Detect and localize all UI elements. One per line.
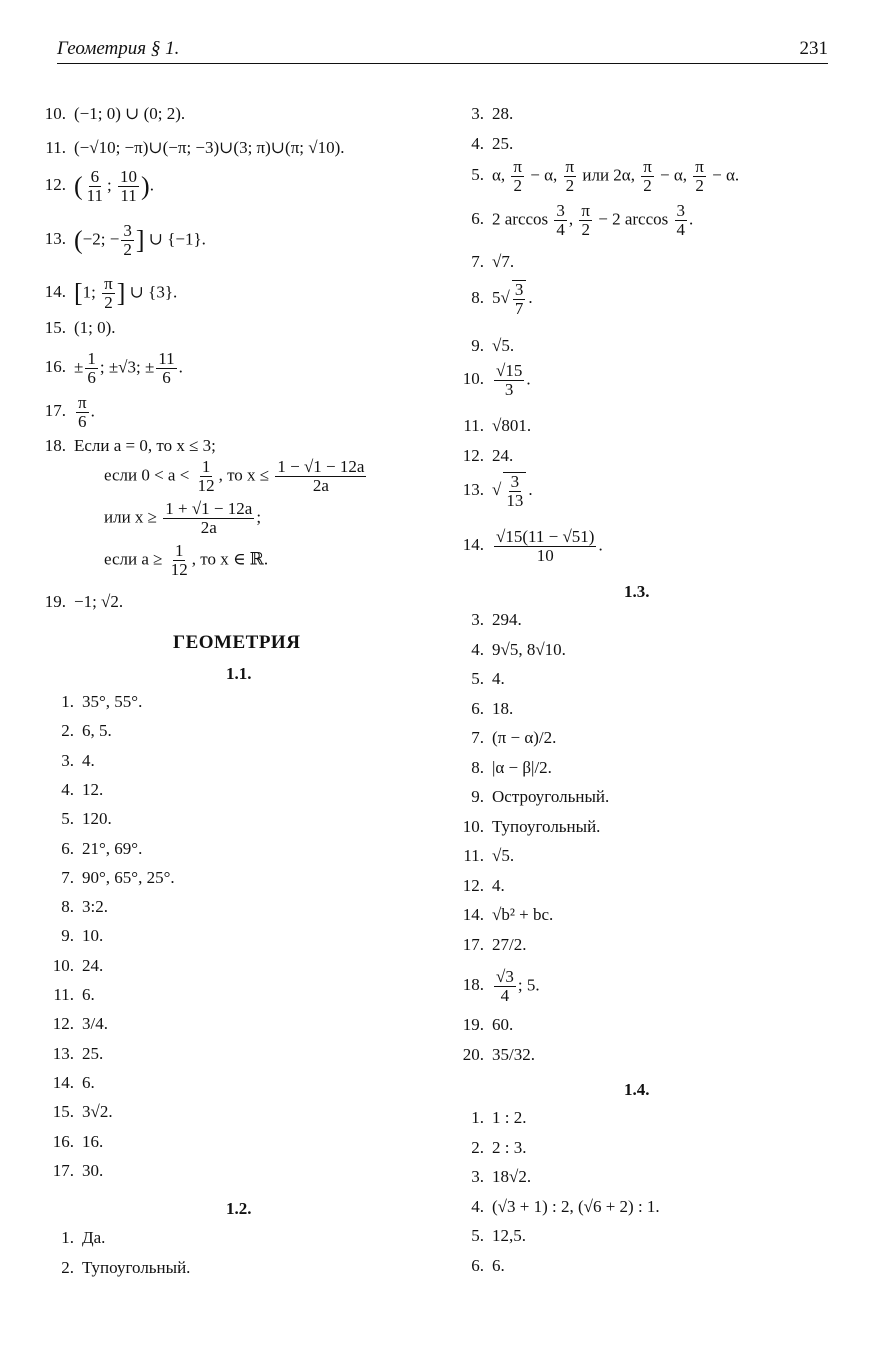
item-number: 19.	[44, 592, 66, 611]
answer-item	[448, 1226, 526, 1246]
fraction: $\frac{1}{6}$	[87, 349, 96, 387]
item-text: √5.	[492, 846, 515, 865]
item-number: 17.	[462, 934, 484, 954]
item-text: 6.	[82, 1072, 95, 1092]
item-text: 6.	[82, 985, 95, 1004]
fraction: $\frac{\pi}{2}$	[565, 157, 575, 195]
item-number: 14.	[52, 1072, 74, 1092]
item-number: 11.	[45, 138, 66, 157]
item-number: 6.	[471, 698, 484, 718]
item-text: 18√2.	[492, 1167, 532, 1186]
fraction: $\frac{\pi}{6}$	[78, 393, 87, 431]
answer-item: 14. [1; $\frac{\pi}{2}$ ] ∪ {3}.	[30, 275, 177, 312]
answer-item: 16. ± $\frac{1}{6}$ ; ±√3; ± $\frac{11}{6}$ .	[30, 350, 183, 387]
answer-item: 13. √ $\frac{3}{13}$ .	[462, 472, 533, 510]
answer-item	[38, 1161, 103, 1181]
fraction: $\frac{3}{4}$	[676, 201, 686, 239]
item-number: 10.	[462, 816, 484, 836]
item-text: 4.	[492, 875, 505, 895]
item-number: 18.	[44, 436, 66, 455]
answer-item	[38, 1014, 108, 1034]
answer-item	[448, 905, 553, 925]
item-number: 6.	[61, 838, 74, 858]
item-number: 15.	[44, 318, 66, 337]
fraction: $\frac{3}{13}$	[503, 472, 526, 510]
answer-item: 5. α, $\frac{\pi}{2}$ − α, $\frac{\pi}{2}$ или 2α, $\frac{\pi}{2}$ − α, $\frac{\pi}{2}$ − α.	[471, 157, 740, 195]
item-number: 4.	[471, 1196, 484, 1216]
answer-item	[38, 780, 103, 800]
item-number: 13.	[44, 229, 66, 249]
answer-item	[38, 1044, 103, 1064]
item-number: 6.	[471, 1255, 484, 1275]
item-text: 3:2.	[82, 897, 108, 917]
item-number: 4.	[61, 779, 74, 799]
answer-item: 19. 60.	[462, 1015, 514, 1034]
fraction: $\frac{√15}{3}$	[496, 361, 523, 399]
item-number: 7.	[471, 728, 484, 747]
item-text: 12,5.	[492, 1226, 526, 1245]
subsection-1-3-title: 1.3.	[624, 582, 650, 601]
item-text: Остроугольный.	[492, 787, 610, 806]
item-text: 27/2.	[492, 934, 527, 954]
item-text: 25.	[82, 1043, 104, 1063]
subsection-1-4-title: 1.4.	[624, 1080, 650, 1099]
answer-item-18: 18. Если a = 0, то x ≤ 3;	[30, 436, 216, 456]
answer-item	[448, 1167, 531, 1187]
fraction: $\frac{6}{11}$	[86, 167, 104, 205]
item-text: 120.	[82, 809, 112, 829]
answer-item: 11. √801.	[463, 416, 532, 435]
running-header-title: Геометрия § 1.	[57, 38, 180, 59]
answer-item: 12. 24.	[462, 446, 514, 465]
item-text: 2 : 3.	[492, 1137, 527, 1157]
answer-item: 8. 5√ $\frac{3}{7}$ .	[471, 280, 533, 318]
item-text: 35°, 55°.	[82, 692, 143, 711]
item-number: 13.	[52, 1043, 74, 1063]
answer-item: 12. ( $\frac{6}{11}$ ; $\frac{10}{11}$ ).	[30, 168, 154, 205]
item-text: 24.	[82, 955, 104, 975]
item-18-line: если 0 < a < $\frac{1}{12}$ , то x ≤ $\frac{1 - √1 - 12a}{2a}$	[104, 457, 365, 495]
item-number: 12.	[462, 875, 484, 895]
answer-item	[448, 669, 505, 689]
item-text: 90°, 65°, 25°.	[82, 867, 175, 887]
item-number: 8.	[61, 897, 74, 917]
item-text: (π − α)/2.	[492, 728, 557, 747]
item-number: 10.	[52, 955, 74, 975]
item-number: 2.	[471, 1137, 484, 1157]
fraction: $\frac{3}{4}$	[556, 201, 565, 239]
answer-item	[448, 728, 556, 748]
item-text: (−√10; −π)∪(−π; −3)∪(3; π)∪(π; √10).	[74, 138, 345, 157]
item-text: 3/4.	[82, 1014, 108, 1034]
item-text: 30.	[82, 1160, 104, 1180]
item-number: 12.	[52, 1014, 74, 1034]
item-text: 18.	[492, 698, 514, 718]
answer-item: 3. 28.	[471, 104, 514, 123]
item-18-line: если a ≥ $\frac{1}{12}$ , то x ∈ ℝ.	[104, 541, 269, 579]
item-number: 5.	[471, 669, 484, 688]
item-number: 2.	[61, 1258, 74, 1277]
item-text: √b² + bc.	[492, 905, 554, 924]
item-number: 11.	[53, 985, 74, 1004]
answer-item	[38, 809, 112, 829]
answer-item	[38, 721, 112, 741]
item-number: 14.	[44, 282, 66, 302]
item-number: 1.	[61, 692, 74, 711]
item-text: 16.	[82, 1131, 104, 1151]
answer-item	[38, 985, 95, 1005]
fraction: $\frac{1 - √1 - 12a}{2a}$	[277, 457, 365, 495]
item-text: 4.	[492, 669, 505, 688]
item-number: 17.	[44, 401, 66, 421]
answer-item: 7. √7.	[471, 252, 515, 271]
fraction: $\frac{\pi}{2}$	[104, 274, 113, 312]
item-text: 4.	[82, 750, 95, 770]
subsection-1-1-title: 1.1.	[226, 664, 252, 683]
item-text: (−1; 0) ∪ (0; 2).	[74, 104, 186, 123]
item-number: 3.	[471, 1167, 484, 1186]
answer-item	[30, 138, 345, 158]
answer-item: 1. Да.	[38, 1228, 105, 1248]
answer-item	[38, 956, 103, 976]
answer-item	[448, 846, 514, 866]
answer-item: 14. $\frac{√15(11 - √51)}{10}$ .	[462, 527, 603, 565]
answer-item: 10. $\frac{√15}{3}$ .	[462, 361, 531, 399]
item-number: 12.	[44, 175, 66, 195]
item-text: 10.	[82, 926, 104, 946]
answer-item: 20. 35/32.	[462, 1045, 535, 1064]
item-number: 4.	[471, 639, 484, 659]
item-text: 12.	[82, 779, 104, 799]
answer-item	[448, 699, 513, 719]
item-text: 294.	[492, 610, 522, 629]
item-number: 8.	[471, 757, 484, 777]
fraction: $\frac{\pi}{2}$	[581, 201, 591, 239]
answer-item	[38, 692, 142, 712]
answer-item	[448, 1197, 660, 1217]
item-text: (√3 + 1) : 2, (√6 + 2) : 1.	[492, 1196, 660, 1216]
answer-item	[38, 897, 108, 917]
answer-item	[38, 751, 95, 771]
fraction: $\frac{\pi}{2}$	[643, 157, 652, 195]
fraction: $\frac{10}{11}$	[120, 167, 138, 205]
item-number: 9.	[61, 926, 74, 946]
answer-item	[38, 868, 175, 888]
item-number: 1.	[61, 1228, 74, 1247]
page-number: 231	[799, 38, 828, 59]
item-number: 9.	[471, 787, 484, 806]
header-rule	[57, 63, 828, 64]
answer-item	[38, 1073, 95, 1093]
fraction: $\frac{11}{6}$	[158, 349, 175, 387]
item-text: 1 : 2.	[492, 1108, 527, 1127]
fraction: $\frac{3}{7}$	[512, 280, 527, 318]
answer-item: 19. −1; √2.	[30, 592, 123, 612]
answer-item	[30, 104, 185, 124]
answer-item	[448, 1138, 526, 1158]
answer-item: 9. √5.	[471, 336, 515, 355]
answer-item: 18. $\frac{√3}{4}$ ; 5.	[462, 967, 540, 1005]
item-text: 3√2.	[82, 1102, 113, 1122]
item-text: |α − β|/2.	[492, 757, 552, 777]
answer-item: 17. $\frac{\pi}{6}$ .	[30, 394, 95, 431]
answer-item: 2. Тупоугольный.	[38, 1258, 190, 1278]
item-number: 16.	[44, 357, 66, 377]
item-text: 9√5, 8√10.	[492, 639, 566, 659]
answer-item	[38, 839, 142, 859]
item-number: 10.	[44, 104, 66, 123]
fraction: $\frac{√3}{4}$	[496, 967, 514, 1005]
answer-item	[38, 1102, 113, 1122]
item-number: 15.	[52, 1102, 74, 1122]
subsection-1-2-title: 1.2.	[226, 1199, 252, 1218]
fraction: $\frac{3}{2}$	[123, 221, 132, 259]
answer-item	[448, 758, 552, 778]
item-number: 2.	[61, 721, 74, 741]
item-text: Тупоугольный.	[492, 816, 601, 836]
fraction: $\frac{1}{12}$	[170, 541, 188, 579]
answer-item	[448, 610, 522, 630]
answer-item	[448, 1108, 526, 1128]
section-title: ГЕОМЕТРИЯ	[173, 632, 301, 653]
item-number: 16.	[52, 1131, 74, 1151]
fraction: $\frac{1 + √1 - 12a}{2a}$	[165, 499, 253, 537]
answer-item	[448, 787, 609, 807]
answer-item: 15. (1; 0).	[30, 318, 116, 338]
item-18-line: или x ≥ $\frac{1 + √1 - 12a}{2a}$ ;	[104, 499, 262, 537]
item-number: 3.	[61, 750, 74, 770]
item-text: 21°, 69°.	[82, 838, 143, 858]
item-number: 7.	[61, 867, 74, 887]
fraction: $\frac{\pi}{2}$	[695, 157, 704, 195]
answer-item	[448, 935, 526, 955]
answer-item: 4. 25.	[471, 134, 514, 153]
item-number: 11.	[463, 846, 484, 865]
fraction: $\frac{√15(11 - √51)}{10}$	[496, 527, 595, 565]
answer-item	[448, 817, 600, 837]
answer-item: 6. 2 arccos $\frac{3}{4}$ , $\frac{\pi}{2}$ − 2 arccos $\frac{3}{4}$ .	[471, 201, 694, 239]
item-text: 6, 5.	[82, 721, 112, 741]
answer-item: 13. (−2; − $\frac{3}{2}$ ] ∪ {−1}.	[30, 222, 206, 259]
answer-item	[38, 1132, 103, 1152]
answer-item	[448, 876, 505, 896]
fraction: $\frac{\pi}{2}$	[513, 157, 523, 195]
item-number: 17.	[52, 1160, 74, 1180]
item-number: 1.	[471, 1108, 484, 1127]
answer-item	[38, 926, 103, 946]
item-number: 3.	[471, 610, 484, 629]
answer-item	[448, 640, 566, 660]
item-number: 5.	[471, 1226, 484, 1245]
item-number: 5.	[61, 809, 74, 829]
fraction: $\frac{1}{12}$	[197, 457, 215, 495]
item-text: 6.	[492, 1255, 505, 1275]
item-number: 14.	[462, 905, 484, 924]
answer-item	[448, 1256, 505, 1276]
